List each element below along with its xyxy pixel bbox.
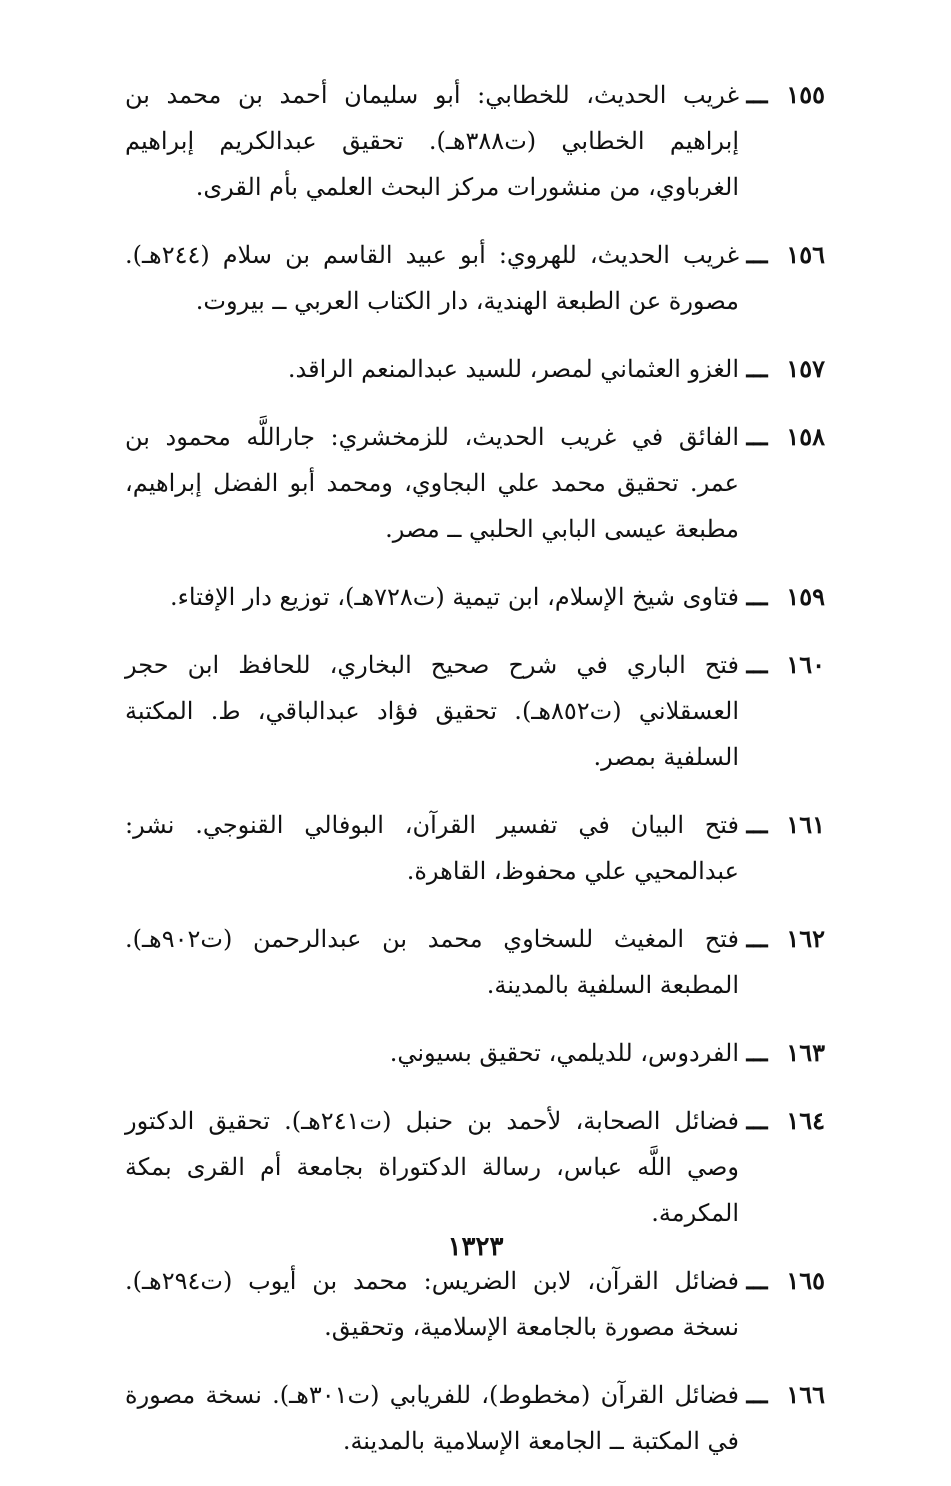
entry-number: ١٦٥ [786,1266,825,1295]
entry-number: ١٥٩ [786,582,825,611]
entry-text: فتاوى شيخ الإسلام، ابن تيمية (ت٧٢٨هـ)، توزيع دار الإفتاء. [170,583,739,611]
list-item [125,1372,825,1464]
entry-text: غريب الحديث، للهروي: أبو عبيد القاسم بن سلام (٢٤٤هـ). مصورة عن الطبعة الهندية، دار الكتاب العربي ــ بيروت. [125,241,739,315]
entry-number: ١٦٠ [786,650,825,679]
list-item [125,414,825,552]
entry-text: فتح الباري في شرح صحيح البخاري، للحافظ ابن حجر العسقلاني (ت٨٥٢هـ). تحقيق فؤاد عبدالباقي، ط. المكتبة السلفية بمصر. [125,651,740,771]
entry-dash: ـــ [746,422,768,451]
entry-dash: ـــ [746,810,768,839]
entry-number: ١٦٤ [786,1106,825,1135]
entry-number: ١٥٨ [786,422,825,451]
bibliography-list [125,72,825,1486]
entry-number: ١٦٢ [786,924,825,953]
entry-text: الفائق في غريب الحديث، للزمخشري: جاراللَّه محمود بن عمر. تحقيق محمد علي البجاوي، ومحمد أبو الفضل إبراهيم، مطبعة عيسى البابي الحلبي ــ مصر. [125,423,739,543]
entry-text: غريب الحديث، للخطابي: أبو سليمان أحمد بن محمد بن إبراهيم الخطابي (ت٣٨٨هـ). تحقيق عبدالكريم إبراهيم الغرباوي، من منشورات مركز البحث العلمي بأم القرى. [125,81,739,201]
page-number: ١٣٢٣ [447,1232,504,1262]
entry-dash: ـــ [746,80,768,109]
list-item [125,1258,825,1350]
entry-number: ١٥٦ [786,240,825,269]
list-item [125,1098,825,1236]
list-item [125,574,825,620]
entry-text: فتح المغيث للسخاوي محمد بن عبدالرحمن (ت٩٠٢هـ). المطبعة السلفية بالمدينة. [125,925,739,999]
entry-text: الغزو العثماني لمصر، للسيد عبدالمنعم الراقد. [287,355,739,383]
entry-number: ١٦٦ [786,1380,825,1409]
entry-dash: ـــ [746,582,768,611]
entry-dash: ـــ [746,1106,768,1135]
list-item [125,232,825,324]
entry-text: فضائل القرآن، لابن الضريس: محمد بن أيوب (ت٢٩٤هـ). نسخة مصورة بالجامعة الإسلامية، وتحقيق. [125,1267,739,1341]
entry-dash: ـــ [746,1266,768,1295]
entry-dash: ـــ [746,1380,768,1409]
list-item [125,1030,825,1076]
entry-dash: ـــ [746,1038,768,1067]
entry-dash: ـــ [746,650,768,679]
entry-dash: ـــ [746,354,768,383]
list-item [125,642,825,780]
entry-dash: ـــ [746,240,768,269]
entry-dash: ـــ [746,924,768,953]
list-item [125,346,825,392]
list-item [125,802,825,894]
list-item [125,916,825,1008]
entry-number: ١٥٥ [786,80,825,109]
entry-number: ١٦٣ [786,1038,825,1067]
entry-number: ١٦١ [786,810,825,839]
entry-number: ١٥٧ [786,354,825,383]
entry-text: الفردوس، للديلمي، تحقيق بسيوني. [389,1039,739,1067]
entry-text: فضائل القرآن (مخطوط)، للفريابي (ت٣٠١هـ). نسخة مصورة في المكتبة ــ الجامعة الإسلامية بالمدينة. [125,1381,739,1455]
entry-text: فضائل الصحابة، لأحمد بن حنبل (ت٢٤١هـ). تحقيق الدكتور وصي اللَّه عباس، رسالة الدكتوراة بجامعة أم القرى بمكة المكرمة. [125,1107,739,1227]
list-item [125,72,825,210]
entry-text: فتح البيان في تفسير القرآن، البوفالي القنوجي. نشر: عبدالمحيي علي محفوظ، القاهرة. [125,811,739,885]
